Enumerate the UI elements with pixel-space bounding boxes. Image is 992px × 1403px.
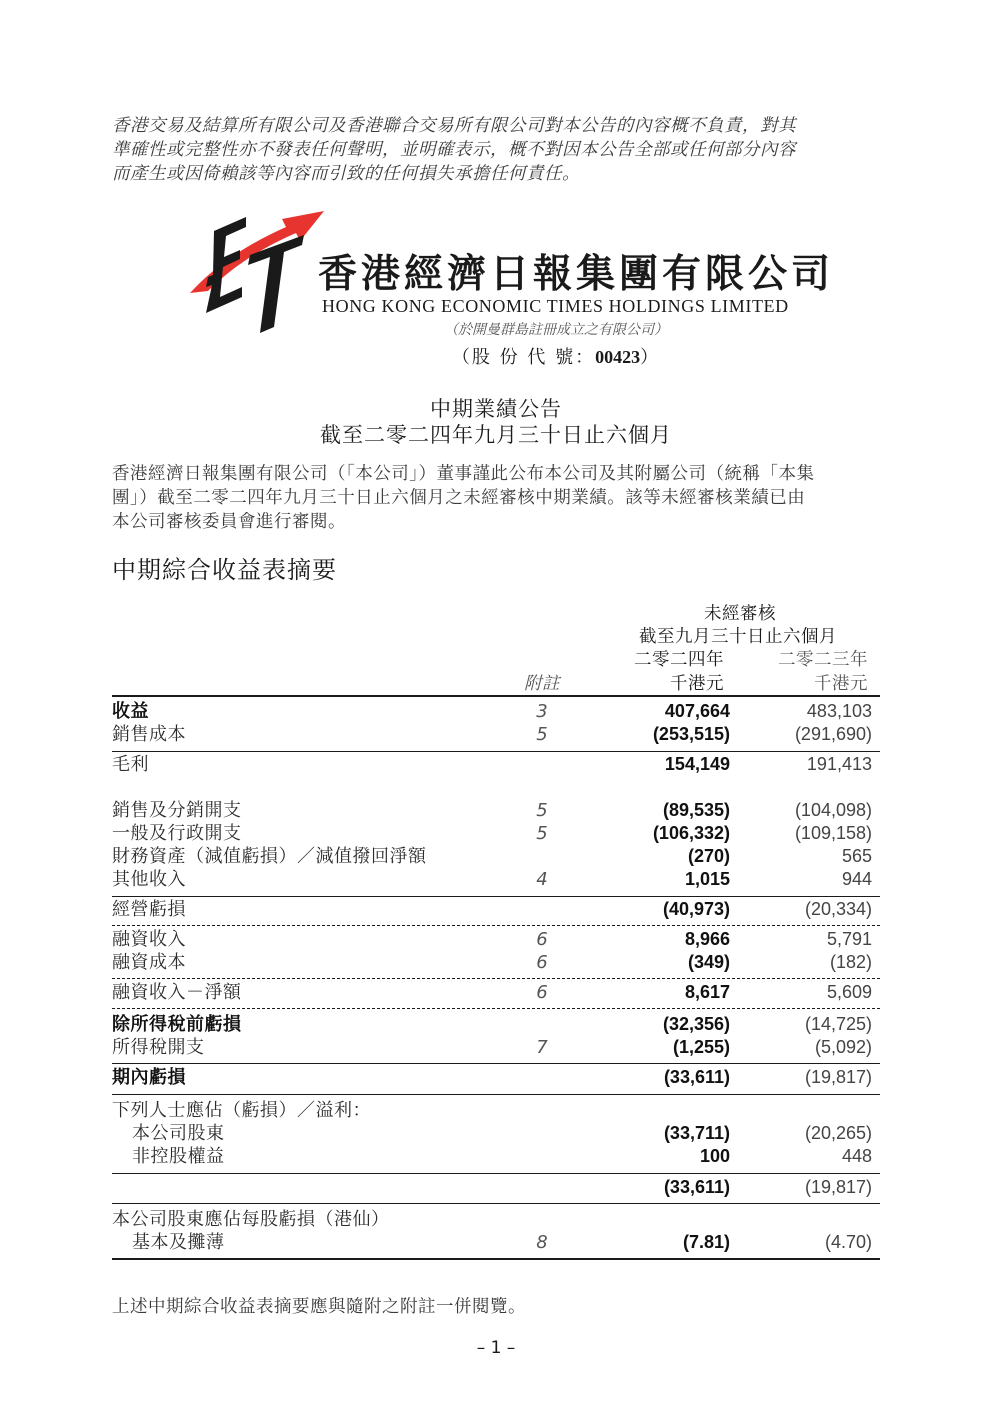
table-rule <box>112 1173 880 1174</box>
table-row <box>112 868 880 891</box>
table-row <box>112 1208 880 1231</box>
table-row <box>112 822 880 845</box>
table-rule <box>112 751 880 752</box>
table-row <box>112 1176 880 1199</box>
row-value-2023: (14,725) <box>804 1014 872 1034</box>
row-value-2024: (7.81) <box>682 1232 730 1252</box>
row-value-2024: 1,015 <box>684 869 730 889</box>
table-row <box>112 753 880 776</box>
stock-code-number: 00423 <box>595 347 641 367</box>
row-value-2024: (32,356) <box>662 1014 730 1034</box>
row-value-2023: (104,098) <box>794 800 872 820</box>
row-label: 財務資產（減值虧損）／減值撥回淨額 <box>112 846 427 867</box>
table-row <box>112 1036 880 1059</box>
table-rule <box>112 695 880 697</box>
table-row <box>112 700 880 723</box>
row-value-2024: (349) <box>687 952 730 972</box>
header-unit-2023: 千港元 <box>814 674 868 694</box>
row-value-2024: 154,149 <box>664 754 730 774</box>
row-value-2024: (1,255) <box>672 1037 730 1057</box>
header-year-2023: 二零二三年 <box>778 650 868 670</box>
row-value-2023: 5,609 <box>826 982 872 1002</box>
row-value-2023: 5,791 <box>826 929 872 949</box>
row-note: 6 <box>536 952 548 973</box>
row-label: 經營虧損 <box>112 899 186 920</box>
row-label: 下列人士應佔（虧損）／溢利： <box>112 1100 371 1121</box>
row-value-2024: 407,664 <box>664 701 730 721</box>
row-label: 融資收入－淨額 <box>112 982 242 1003</box>
row-value-2023: (5,092) <box>814 1037 872 1057</box>
stock-code-label: （股 份 代 號： <box>451 347 596 368</box>
row-note: 5 <box>536 724 548 745</box>
row-value-2023: (109,158) <box>794 823 872 843</box>
intro-line: 本公司審核委員會進行審閱。 <box>112 512 346 532</box>
row-value-2024: (253,515) <box>652 724 730 744</box>
announcement-title: 中期業績公告 <box>430 397 562 421</box>
intro-line: 團」）截至二零二四年九月三十日止六個月之未經審核中期業績。該等未經審核業績已由 <box>112 488 806 508</box>
row-label: 融資成本 <box>112 952 186 973</box>
row-label: 所得稅開支 <box>112 1037 205 1058</box>
row-label: 期內虧損 <box>112 1067 186 1088</box>
table-rule <box>112 1094 880 1095</box>
row-label: 除所得稅前虧損 <box>112 1014 242 1035</box>
disclaimer-line: 準確性或完整性亦不發表任何聲明，並明確表示，概不對因本公告全部或任何部分內容 <box>112 140 796 160</box>
stock-code <box>0 343 992 369</box>
table-rule-dashed <box>112 1008 880 1009</box>
row-label: 非控股權益 <box>132 1146 225 1167</box>
row-value-2023: 483,103 <box>806 701 872 721</box>
company-name-zh: 香港經濟日報集團有限公司 <box>318 252 835 297</box>
table-rule <box>112 1258 880 1260</box>
section-heading: 中期綜合收益表摘要 <box>112 556 337 584</box>
table-row <box>112 1122 880 1145</box>
row-value-2023: 944 <box>841 869 872 889</box>
table-row <box>112 951 880 974</box>
row-label: 毛利 <box>112 754 149 775</box>
disclaimer-line: 而產生或因倚賴該等內容而引致的任何損失承擔任何責任。 <box>112 164 580 184</box>
table-row <box>112 1231 880 1254</box>
intro-line: 香港經濟日報集團有限公司（「本公司」）董事謹此公布本公司及其附屬公司（統稱「本集 <box>112 464 815 484</box>
header-unaudited: 未經審核 <box>704 604 776 624</box>
row-note: 3 <box>536 701 548 722</box>
row-label: 收益 <box>112 701 149 722</box>
table-row <box>112 1013 880 1036</box>
row-value-2023: (19,817) <box>804 1067 872 1087</box>
row-label: 本公司股東 <box>132 1123 225 1144</box>
row-value-2023: 191,413 <box>806 754 872 774</box>
table-row <box>112 1099 880 1122</box>
table-rule <box>112 1203 880 1204</box>
row-note: 5 <box>536 823 548 844</box>
header-unit-2024: 千港元 <box>670 674 724 694</box>
row-value-2023: (19,817) <box>804 1177 872 1197</box>
row-value-2023: (291,690) <box>794 724 872 744</box>
row-note: 8 <box>536 1232 548 1253</box>
row-value-2024: (106,332) <box>652 823 730 843</box>
row-value-2024: 100 <box>699 1146 730 1166</box>
table-rule-dashed <box>112 925 880 926</box>
row-value-2024: (89,535) <box>662 800 730 820</box>
table-row <box>112 928 880 951</box>
row-label: 銷售及分銷開支 <box>112 800 242 821</box>
table-row <box>112 799 880 822</box>
table-row <box>112 845 880 868</box>
row-value-2024: (33,611) <box>663 1067 730 1087</box>
row-label: 基本及攤薄 <box>132 1232 225 1253</box>
row-note: 5 <box>536 800 548 821</box>
row-value-2024: 8,966 <box>684 929 730 949</box>
row-note: 4 <box>536 869 548 890</box>
row-label: 銷售成本 <box>112 724 186 745</box>
row-note: 7 <box>536 1037 548 1058</box>
row-value-2024: (33,611) <box>663 1177 730 1197</box>
row-label: 其他收入 <box>112 869 186 890</box>
row-value-2023: 565 <box>841 846 872 866</box>
disclaimer-line: 香港交易及結算所有限公司及香港聯合交易所有限公司對本公告的內容概不負責，對其 <box>112 116 796 136</box>
row-value-2024: (33,711) <box>663 1123 730 1143</box>
table-row <box>112 723 880 746</box>
page-number: – 1 – <box>476 1338 516 1358</box>
row-value-2023: (20,334) <box>804 899 872 919</box>
company-name-en: HONG KONG ECONOMIC TIMES HOLDINGS LIMITED <box>322 296 789 316</box>
table-row <box>112 1066 880 1089</box>
row-label: 一般及行政開支 <box>112 823 242 844</box>
table-rule <box>112 1063 880 1064</box>
table-rule <box>112 896 880 897</box>
row-value-2024: 8,617 <box>684 982 730 1002</box>
disclaimer <box>112 114 884 186</box>
row-value-2023: (182) <box>829 952 872 972</box>
row-note: 6 <box>536 929 548 950</box>
row-value-2023: 448 <box>841 1146 872 1166</box>
header-year-2024: 二零二四年 <box>634 650 724 670</box>
row-label: 融資收入 <box>112 929 186 950</box>
footer-note: 上述中期綜合收益表摘要應與隨附之附註一併閱覽。 <box>112 1297 526 1317</box>
company-logo-icon <box>186 205 326 335</box>
intro-paragraph <box>112 462 884 534</box>
table-rule-dashed <box>112 978 880 979</box>
row-value-2024: (40,973) <box>662 899 730 919</box>
stock-code-close: ） <box>640 347 661 368</box>
row-value-2024: (270) <box>687 846 730 866</box>
row-value-2023: (20,265) <box>804 1123 872 1143</box>
announcement-period: 截至二零二四年九月三十日止六個月 <box>320 423 672 447</box>
incorporation-note: （於開曼群島註冊成立之有限公司） <box>444 322 668 338</box>
table-row <box>112 981 880 1004</box>
header-period: 截至九月三十日止六個月 <box>639 627 837 647</box>
table-row <box>112 898 880 921</box>
row-note: 6 <box>536 982 548 1003</box>
table-row <box>112 1145 880 1168</box>
row-value-2023: (4.70) <box>824 1232 872 1252</box>
row-label: 本公司股東應佔每股虧損（港仙） <box>112 1209 390 1230</box>
header-note: 附註 <box>524 674 560 694</box>
